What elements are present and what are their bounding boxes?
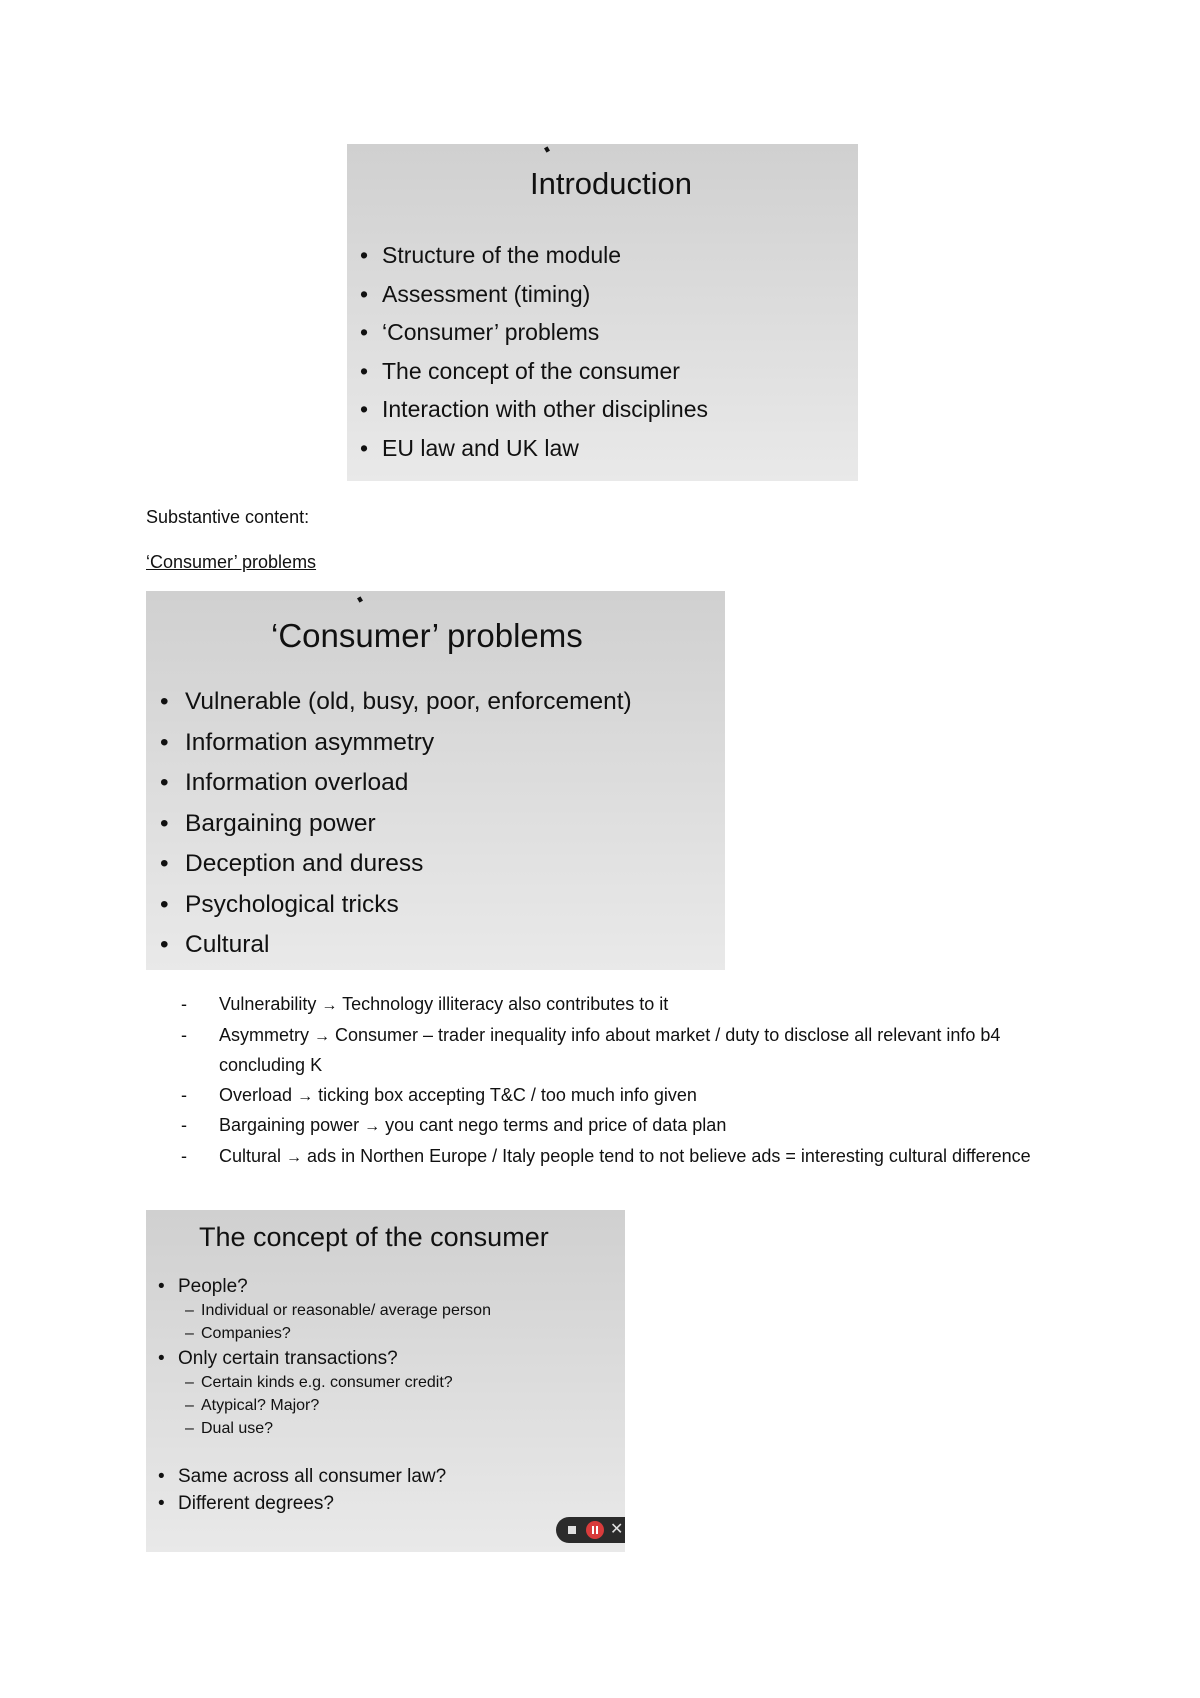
arrow-icon: → (314, 1027, 331, 1045)
note-item (181, 1111, 1081, 1142)
slide-bullet: • Information asymmetry (185, 723, 632, 764)
slide-mark (357, 596, 363, 602)
note-text: ads in Northen Europe / Italy people tend to not believe ads = interesting cultural difference (302, 1145, 1031, 1166)
slide-sub-bullet: – Companies? (201, 1325, 291, 1343)
slide-bullet: • Bargaining power (185, 804, 632, 845)
slide-bullet: • Cultural (185, 925, 632, 966)
note-item (181, 1081, 1081, 1112)
note-term: Bargaining power (219, 1115, 360, 1135)
slide-bullet: • Deception and duress (185, 844, 632, 885)
substantive-heading: Substantive content: (146, 507, 310, 527)
slide-sub-bullet: – Certain kinds e.g. consumer credit? (201, 1374, 453, 1392)
slide-introduction (347, 144, 858, 481)
slide-bullet: • Same across all consumer law? (178, 1466, 446, 1488)
arrow-icon: → (321, 997, 338, 1014)
pause-icon[interactable] (586, 1521, 604, 1539)
arrow-icon: → (286, 1148, 303, 1166)
recording-toolbar (556, 1517, 625, 1543)
note-term: Overload (219, 1084, 293, 1105)
slide-sub-bullet: – Individual or reasonable/ average person (201, 1302, 491, 1320)
note-term: Vulnerability (219, 994, 317, 1014)
note-text: Technology illiteracy also contributes to it (337, 994, 669, 1014)
slide-bullet: • Only certain transactions? (178, 1348, 398, 1370)
slide-sub-bullet: – Atypical? Major? (201, 1397, 319, 1415)
slide-bullet: • Structure of the module (382, 236, 708, 275)
slide-bullet: • People? (178, 1276, 248, 1298)
arrow-icon: → (364, 1118, 381, 1135)
slide-mark (544, 146, 550, 152)
slide-concept-of-consumer (146, 1210, 625, 1552)
slide-title: ‘Consumer’ problems (271, 617, 583, 654)
note-term: Cultural (219, 1145, 282, 1166)
slide-bullet: • Different degrees? (178, 1493, 334, 1515)
note-item (181, 990, 1081, 1021)
section-heading: ‘Consumer’ problems (146, 552, 317, 572)
note-text: Consumer – trader inequality info about market / duty to disclose all relevant info b4 concluding K (219, 1024, 1001, 1075)
arrow-icon: → (297, 1087, 314, 1105)
note-term: Asymmetry (219, 1024, 309, 1045)
notes-list (181, 990, 1081, 1172)
slide-bullet: • Psychological tricks (185, 885, 632, 926)
slide-bullet-list (382, 236, 708, 468)
slide-sub-bullet: – Dual use? (201, 1420, 273, 1438)
slide-bullet: • Information overload (185, 763, 632, 804)
slide-bullet: • Vulnerable (old, busy, poor, enforcement) (185, 682, 632, 723)
slide-bullet: • The concept of the consumer (382, 352, 708, 391)
slide-bullet: • Interaction with other disciplines (382, 390, 708, 429)
close-icon[interactable]: ✕ (610, 1521, 624, 1538)
slide-bullet: • ‘Consumer’ problems (382, 313, 708, 352)
slide-consumer-problems (146, 591, 725, 970)
slide-title: The concept of the consumer (199, 1222, 549, 1252)
slide-bullet-list (185, 682, 632, 966)
slide-bullet: • EU law and UK law (382, 429, 708, 468)
note-text: ticking box accepting T&C / too much info given (313, 1084, 697, 1105)
note-text: you cant nego terms and price of data plan (380, 1115, 727, 1135)
note-item (181, 1021, 1081, 1081)
slide-bullet: • Assessment (timing) (382, 275, 708, 314)
slide-title: Introduction (530, 166, 692, 201)
stop-icon[interactable] (568, 1526, 576, 1534)
note-item (181, 1142, 1081, 1173)
